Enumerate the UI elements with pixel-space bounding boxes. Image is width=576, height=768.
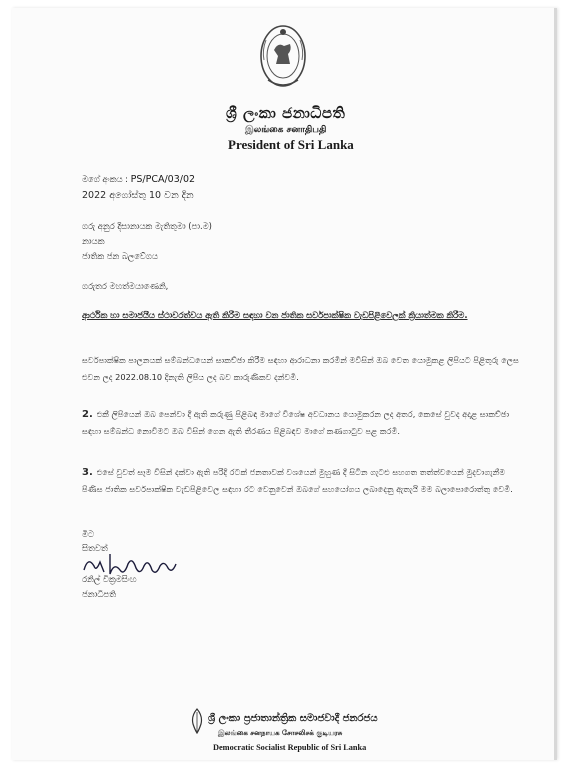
paragraph-2	[82, 406, 522, 440]
paragraph-3-text: එසේ වුවත් සෑම විසින් දක්වා ඇති පරිදි රටක් ජනතාවක් වශයෙන් මුහුණ දී සිටින ගැටළු සහගත තත්ත්වයෙන් මුදවාගැනීම පිණිස ජාතික සර්වපාක්ෂික වැඩපිළිවෙල සඳහා රට වෙනුවෙන් ඔබගේ සහයෝගය ලබාදෙනු ඇතැයි මම බලාපොරොත්තු වෙමි.	[82, 467, 513, 494]
national-emblem-icon	[258, 20, 308, 92]
letterhead-sinhala: ශ්‍රී ලංකා ජනාධිපති	[226, 104, 346, 122]
reference-label: මගේ අංකය :	[82, 174, 128, 184]
letter-date: 2022 අගෝස්තු 10 වන දින	[82, 190, 194, 201]
paragraph-2-text: එකී ලිපියෙන් ඔබ පෙන්වා දී ඇති කරුණු පිළිබඳ මාගේ විශේෂ අවධානය යොමුකරන ලද අතර, කෙසේ වුවද අදාළ සාකච්ඡා සඳහා සම්බන්ධ නොවීමට ඔබ විසින් ගෙන ඇති තීරණය පිළිබඳව මාගේ කණගාටුව පළ කරමි.	[82, 409, 510, 436]
paragraph-3-number: 3.	[82, 467, 93, 478]
reference-line	[82, 173, 195, 186]
closing-line-2: සිතවත්	[82, 543, 108, 553]
signer-name: රනිල් වික්‍රමසිංහ	[82, 574, 137, 584]
letter-subject: ආර්ථික හා සමාජයීය ස්ථාවරත්වය ඇති කිරීම සඳහා වන ජාතික සර්වපාක්ෂික වැඩපිළිවෙලක් ක්‍රියාත්මක කිරීම.	[82, 310, 468, 320]
paragraph-2-number: 2.	[82, 409, 93, 420]
leaf-emblem-icon	[190, 708, 204, 734]
footer-sinhala: ශ්‍රී ලංකා ප්‍රජාතාන්ත්‍රික සමාජවාදී ජනරජය	[208, 713, 378, 724]
paragraph-1	[82, 352, 522, 386]
letterhead-tamil: இலங்கை சனாதிபதி	[245, 125, 327, 135]
signer-title: ජනාධිපති	[82, 589, 116, 599]
salutation: ගරුතර මහත්මයාණෙනි,	[82, 281, 169, 291]
closing-line-1: මිට	[82, 529, 95, 539]
paragraph-1-text: සර්වපාක්ෂික පාලනයක් සම්බන්ධයෙන් සාකච්ඡා කිරීම සඳහා ආරාධනා කරමින් මවිසින් ඔබ වෙත යොමුකළ ලිපියට පිළිතුරු ලෙස එවන ලද 2022.08.10 දිනැති ලිපිය ලද බව කාරුණිකව දන්වමි.	[82, 355, 519, 382]
footer-tamil: இலங்கை சனநாயக சோசலிசக் குடியரசு	[218, 728, 343, 737]
letter-page	[12, 8, 557, 760]
reference-number: PS/PCA/03/02	[130, 174, 196, 185]
recipient-organization: ජාතික ජන බලවේගය	[82, 251, 158, 261]
footer-english: Democratic Socialist Republic of Sri Lanka	[213, 743, 367, 752]
recipient-name: ගරු අනුර දිසානායක මැතිතුමා (පා.ම)	[82, 221, 212, 231]
letterhead-english: President of Sri Lanka	[228, 137, 354, 152]
paragraph-3	[82, 464, 522, 498]
recipient-title: නායක	[82, 236, 105, 246]
